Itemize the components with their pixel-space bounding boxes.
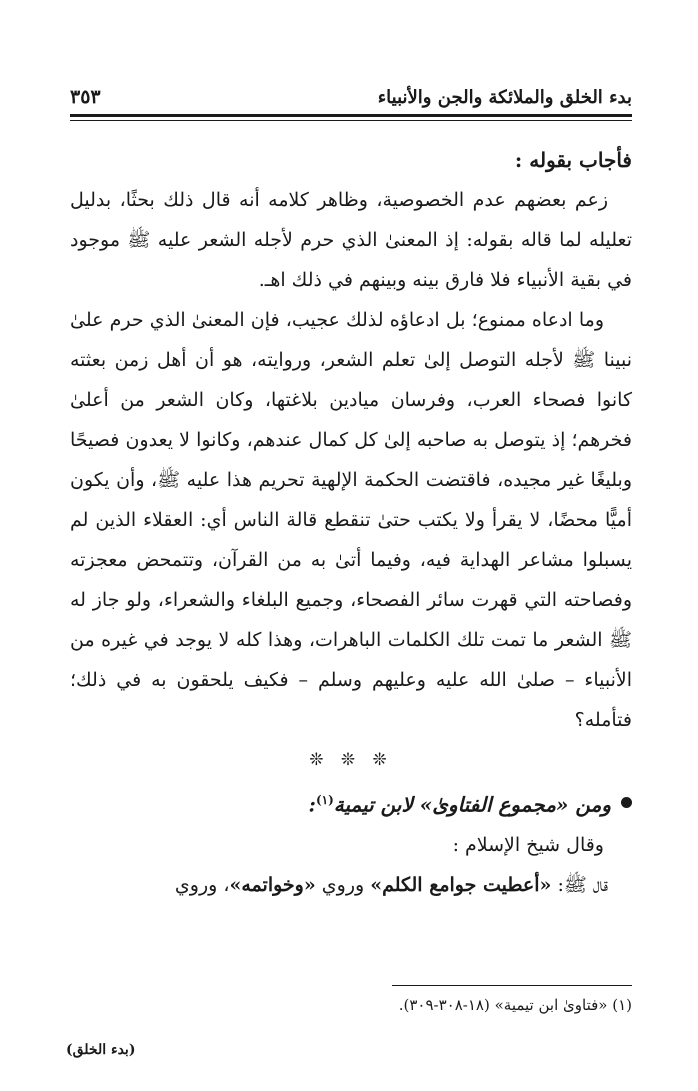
section-title-colon: : [308, 792, 316, 817]
bullet-icon [621, 797, 632, 808]
main-text [70, 140, 632, 905]
para4-before: قال ﷺ: [551, 873, 608, 896]
footnote: (١) «فتاوىٰ ابن تيمية» (١٨-٣٠٨-٣٠٩). [398, 996, 632, 1014]
paragraph-3: وقال شيخ الإسلام : [452, 833, 604, 856]
answer-heading: فأجاب بقوله : [514, 148, 632, 172]
footer-label: (بدء الخلق) [66, 1042, 136, 1058]
section-separator: ❊ ❊ ❊ [309, 750, 393, 770]
hadith-quote-2: «وخواتمه» [229, 873, 316, 896]
header-rule-thin [70, 120, 632, 121]
section-title-text: ومن «مجموع الفتاوىٰ» لابن تيمية [333, 792, 611, 817]
para4-middle: وروي [315, 873, 371, 896]
footnote-ref: (١) [315, 793, 334, 807]
running-title: بدء الخلق والملائكة والجن والأنبياء [377, 87, 632, 108]
page-number: ٣٥٣ [70, 86, 101, 108]
header-rule-thick [70, 114, 632, 117]
para4-after: ، وروي [174, 873, 230, 896]
section-title [70, 780, 632, 825]
paragraph-4 [70, 865, 632, 905]
footnote-separator [392, 985, 632, 986]
paragraph-1: زعم بعضهم عدم الخصوصية، وظاهر كلامه أنه قال ذلك بحثًا، بدليل تعليله لما قاله بقوله: إذ المعنىٰ الذي حرم لأجله الشعر عليه ﷺ موجود في بقية الأنبياء فلا فارق بينه وبينهم في ذلك اهـ. [70, 189, 632, 291]
paragraph-2: وما ادعاه ممنوع؛ بل ادعاؤه لذلك عجيب، فإن المعنىٰ الذي حرم علىٰ نبينا ﷺ لأجله التوصل إلىٰ تعلم الشعر، وروايته، هو أن أهل زمن بعثته كانوا فصحاء العرب، وفرسان ميادين بلاغتها، وكان الشعر من أعلىٰ فخرهم؛ إذ يتوصل به صاحبه إلىٰ كل كمال عندهم، وكانوا لا يعدون فصيحًا وبليغًا غير مجيده، فاقتضت الحكمة الإلهية تحريم هذا عليه ﷺ، وأن يكون أميًّا محضًا، لا يقرأ ولا يكتب حتىٰ تنقطع قالة الناس أي: العقلاء الذين لم يسبلوا مشاعر الهداية فيه، وفيما أتىٰ به من القرآن، وتتمحض معجزته وفصاحته التي قهرت سائر الفصحاء، وجميع البلغاء والشعراء، ولو جاز له ﷺ الشعر ما تمت تلك الكلمات الباهرات، وهذا كله لا يوجد في غيره من الأنبياء – صلىٰ الله عليه وعليهم وسلم – فكيف يلحقون به في ذلك؛ فتأمله؟ [70, 309, 632, 731]
page-header [70, 78, 632, 108]
hadith-quote-1: «أعطيت جوامع الكلم» [370, 873, 552, 896]
